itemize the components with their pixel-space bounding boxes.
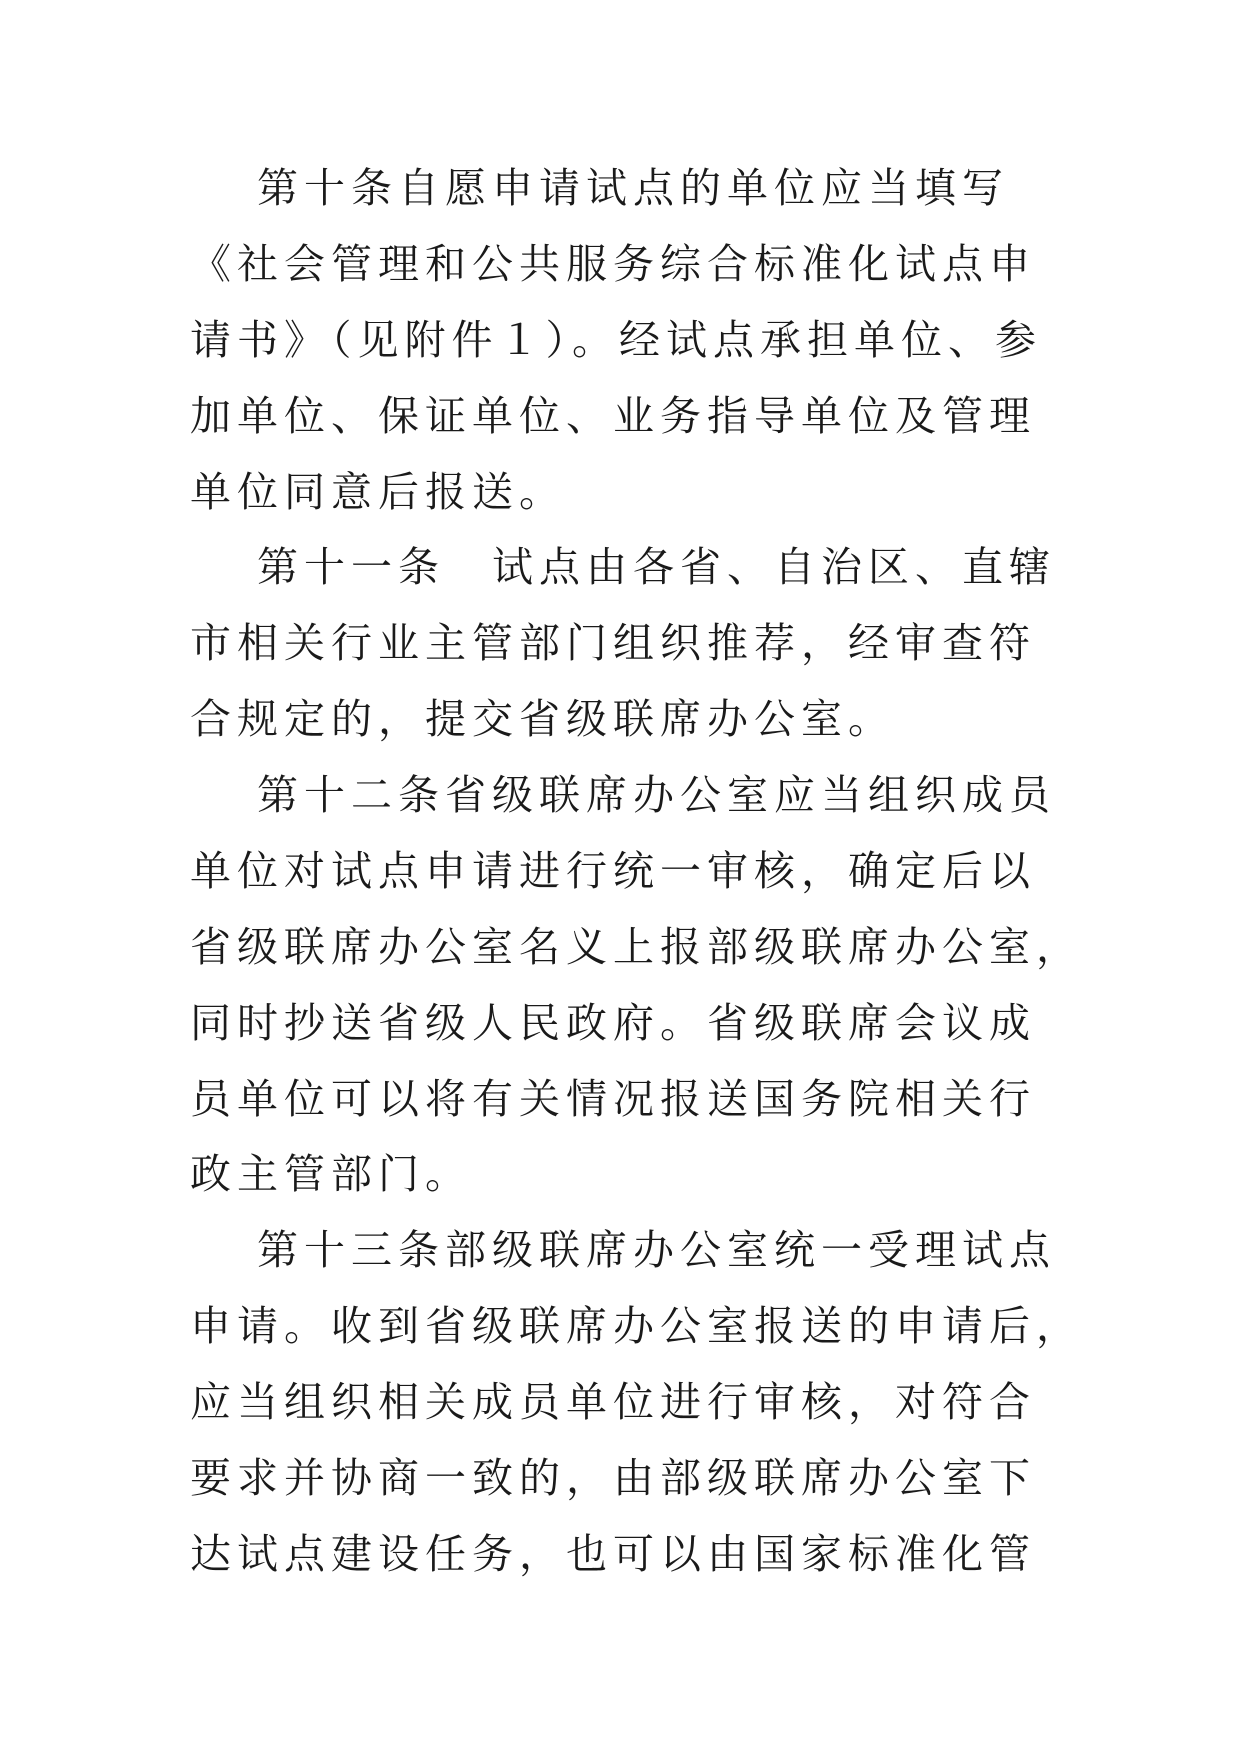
article-10-line-4: 加单位、保证单位、业务指导单位及管理 [190,392,1036,440]
article-10-line-3: 请书》（见附件１）。经试点承担单位、参 [190,316,1042,364]
article-11-line-3: 合规定的，提交省级联席办公室。 [190,695,895,743]
article-12-line-4: 同时抄送省级人民政府。省级联席会议成 [190,999,1036,1047]
article-13-line-5: 达试点建设任务，也可以由国家标准化管 [190,1530,1036,1578]
article-13-line-3: 应当组织相关成员单位进行审核，对符合 [190,1378,1036,1426]
article-10-line-5: 单位同意后报送。 [190,468,566,516]
article-13-line-1: 第十三条部级联席办公室统一受理试点 [257,1226,1056,1274]
article-12-line-6: 政主管部门。 [190,1150,472,1198]
article-12-line-3: 省级联席办公室名义上报部级联席办公室， [190,923,1083,971]
article-12-line-2: 单位对试点申请进行统一审核，确定后以 [190,847,1036,895]
article-11-line-2: 市相关行业主管部门组织推荐，经审查符 [190,619,1036,667]
article-10-line-2: 《社会管理和公共服务综合标准化试点申 [190,240,1036,288]
article-12-line-1: 第十二条省级联席办公室应当组织成员 [257,771,1056,819]
article-12-line-5: 员单位可以将有关情况报送国务院相关行 [190,1075,1036,1123]
article-10-line-1: 第十条自愿申请试点的单位应当填写 [257,164,1009,212]
article-13-line-4: 要求并协商一致的，由部级联席办公室下 [190,1454,1036,1502]
article-11-line-1: 第十一条 试点由各省、自治区、直辖 [257,543,1056,591]
article-13-line-2: 申请。收到省级联席办公室报送的申请后， [190,1302,1083,1350]
